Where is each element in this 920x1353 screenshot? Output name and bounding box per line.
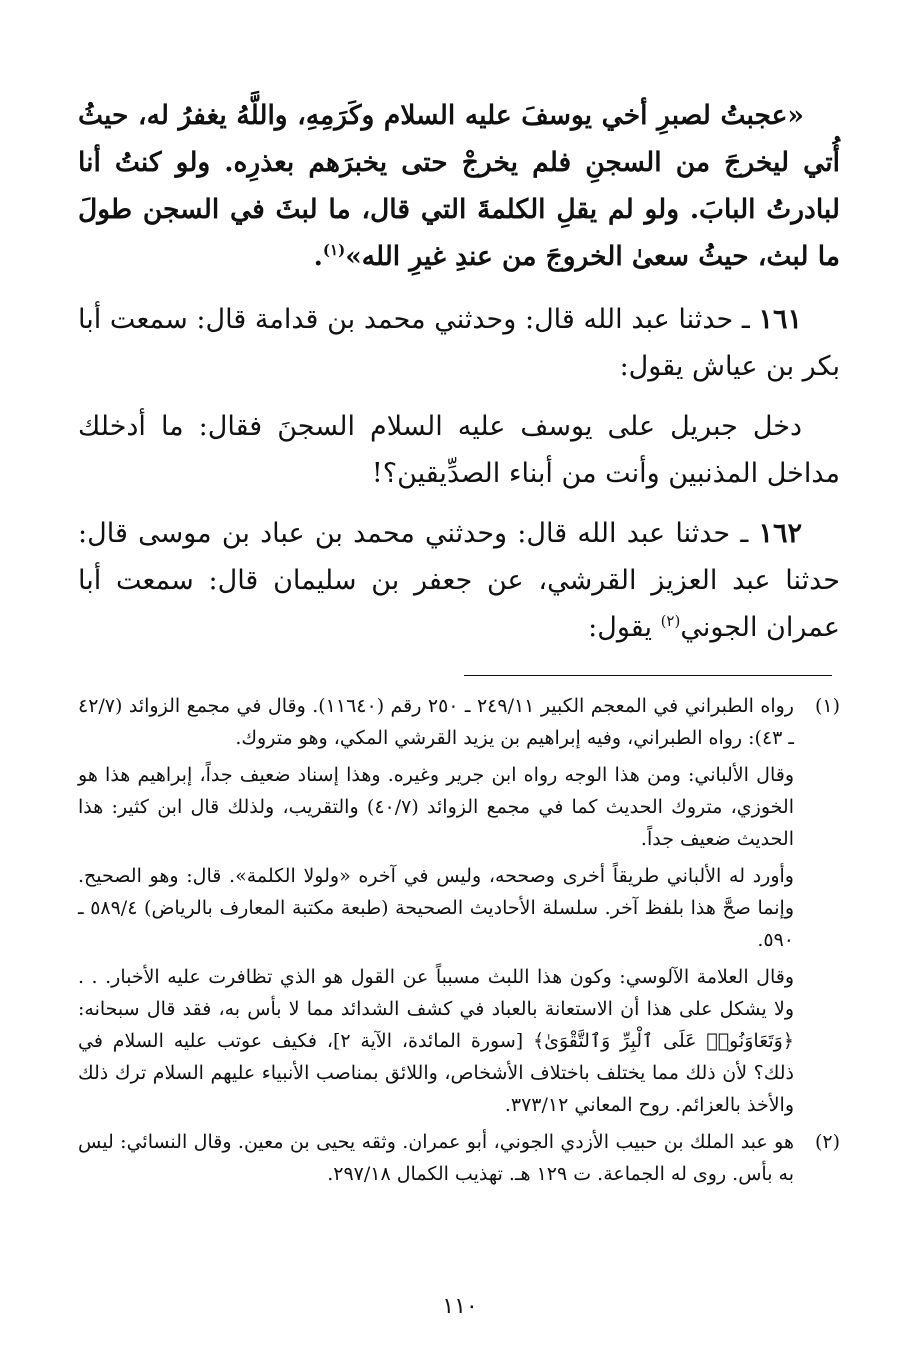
footnote-separator: [464, 675, 832, 676]
hadith-162-chain-end: يقول:: [588, 612, 661, 643]
footnote-marker: (١): [814, 695, 840, 717]
quote-paragraph: [78, 92, 840, 280]
quote-end: .: [313, 241, 323, 272]
footnote-1: [78, 690, 840, 1121]
footnote-paragraph: رواه الطبراني في المعجم الكبير ٢٤٩/١١ ـ ٢٥٠ رقم (١١٦٤٠). وقال في مجمع الزوائد (٤٢/٧ ـ ٤٣): رواه الطبراني، وفيه إبراهيم بن يزيد القرشي المكي، وهو متروك.: [78, 695, 794, 749]
hadith-161-chain: ـ حدثنا عبد الله قال: وحدثني محمد بن قدامة قال: سمعت أبا بكر بن عياش يقول:: [78, 304, 840, 382]
footnote-paragraph: وقال الألباني: ومن هذا الوجه رواه ابن جرير وغيره. وهذا إسناد ضعيف جداً، إبراهيم هذا هو الخوزي، متروك الحديث كما في مجمع الزوائد (٤٠/٧) والتقريب، ولذلك قال ابن كثير: هذا الحديث ضعيف جداً.: [78, 764, 794, 850]
page-number: ١١٠: [442, 1294, 478, 1319]
hadith-162-chain: ـ حدثنا عبد الله قال: وحدثني محمد بن عباد بن موسى قال: حدثنا عبد العزيز القرشي، عن جعفر بن سليمان قال: سمعت أبا عمران الجوني: [78, 518, 840, 643]
hadith-number-161: ١٦١: [758, 304, 802, 335]
footnote-ref-2: (٢): [660, 612, 681, 630]
hadith-number-162: ١٦٢: [758, 518, 802, 549]
main-text: [78, 92, 840, 664]
hadith-161-text: دخل جبريل على يوسف عليه السلام السجنَ فقال: ما أدخلك مداخل المذنبين وأنت من أبناء الصدِّيقين؟!: [78, 411, 840, 489]
footnote-paragraph: وأورد له الألباني طريقاً أخرى وصححه، وليس في آخره «ولولا الكلمة». قال: وهو الصحيح. وإنما صحَّ هذا بلفظ آخر. سلسلة الأحاديث الصحيحة (طبعة مكتبة المعارف بالرياض) ٥٨٩/٤ ـ ٥٩٠.: [78, 865, 795, 951]
quote-text: «عجبتُ لصبرِ أخي يوسفَ عليه السلام وكَرَمِهِ، واللَّهُ يغفرُ له، حيثُ أُتي ليخرجَ من السجنِ فلم يخرجْ حتى يخبرَهم بعذرِه. ولو كنتُ أنا لبادرتُ البابَ. ولو لم يقلِ الكلمةَ التي قال، ما لبثَ في السجن طولَ ما لبث، حيثُ سعىٰ الخروجَ من عندِ غيرِ الله»: [78, 100, 840, 272]
footnotes: [78, 690, 840, 1195]
hadith-161-heading: [78, 296, 840, 390]
footnote-marker: (٢): [814, 1131, 840, 1153]
footnote-2: [78, 1126, 840, 1190]
footnote-paragraph: هو عبد الملك بن حبيب الأزدي الجوني، أبو عمران. وثقه يحيى بن معين. وقال النسائي: ليس به بأس. روى له الجماعة. ت ١٢٩ هـ. تهذيب الكمال ٢٩٧/١٨.: [78, 1131, 794, 1185]
hadith-162-heading: [78, 510, 840, 651]
footnote-paragraph: وقال العلامة الآلوسي: وكون هذا اللبث مسبباً عن القول هو الذي تظافرت عليه الأخبار. . . ولا يشكل على هذا أن الاستعانة بالعباد في كشف الشدائد مما لا بأس به، فقد قال سبحانه: ﴿وَتَعَاوَنُوا۟ عَلَى ٱلْبِرِّ وَٱلتَّقْوَىٰ﴾ [سورة المائدة، الآية ٢]، فكيف عوتب عليه السلام في ذلك؟ لأن ذلك مما يختلف باختلاف الأشخاص، واللائق بمناصب الأنبياء عليهم السلام ترك ذلك والأخذ بالعزائم. روح المعاني ٣٧٣/١٢.: [78, 966, 794, 1116]
footnote-ref-1: (١): [322, 241, 346, 260]
